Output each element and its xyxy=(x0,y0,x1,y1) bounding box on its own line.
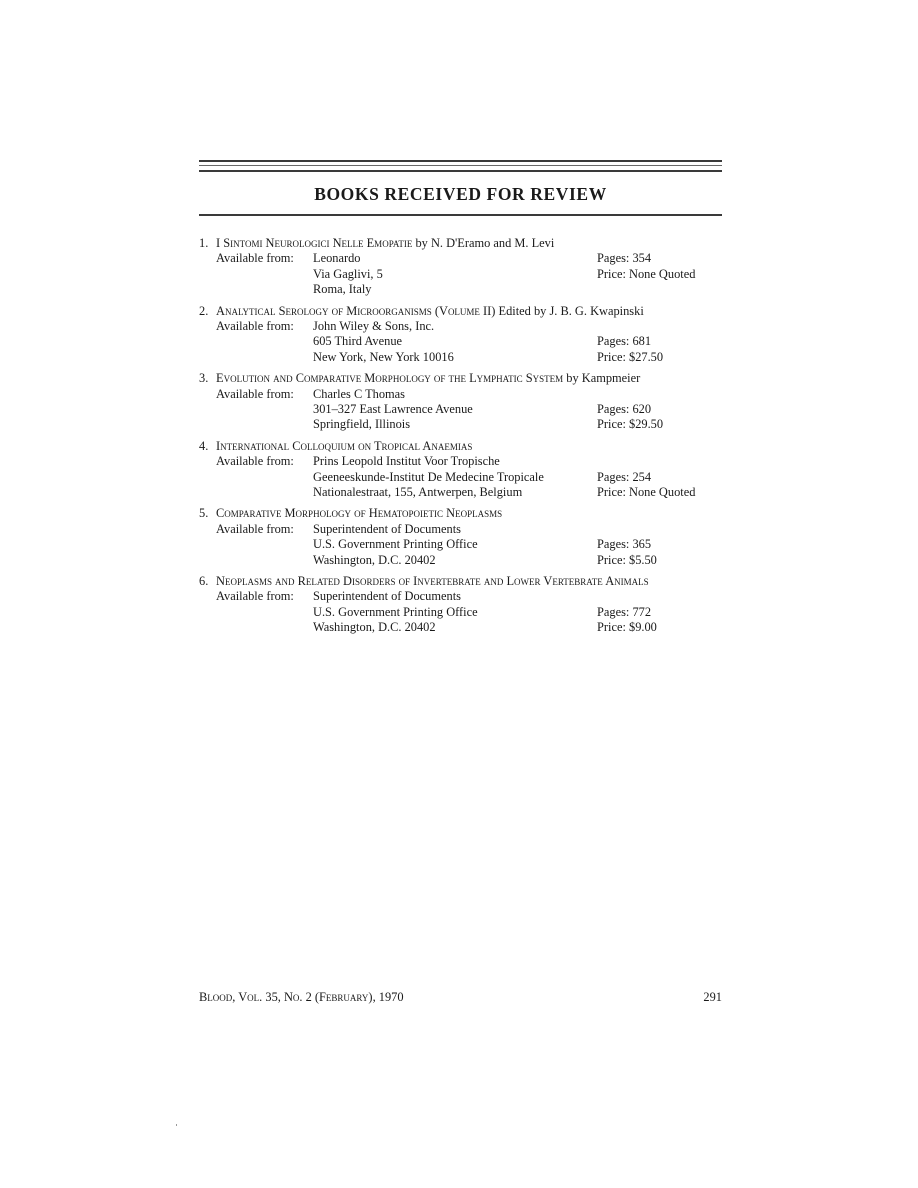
pages-value: Pages: 681 xyxy=(597,334,652,349)
address-line: Nationalestraat, 155, Antwerpen, Belgium xyxy=(313,484,523,499)
address-line: Prins Leopold Institut Voor Tropische xyxy=(313,454,500,469)
address-line: 301–327 East Lawrence Avenue xyxy=(313,401,473,416)
available-label: Available from: xyxy=(216,589,294,604)
address-line: U.S. Government Printing Office xyxy=(313,537,478,552)
book-title: Evolution and Comparative Morphology of the Lymphatic System xyxy=(216,371,564,386)
pages-value: Pages: 772 xyxy=(597,604,652,619)
book-author: by Kampmeier xyxy=(563,371,641,386)
top-rule-1 xyxy=(199,160,722,162)
address-line: Superintendent of Documents xyxy=(313,589,461,604)
pages-value: Pages: 354 xyxy=(597,251,652,266)
book-heading xyxy=(199,236,724,251)
available-label: Available from: xyxy=(216,454,294,469)
pages-value: Pages: 254 xyxy=(597,469,652,484)
pages-value: Pages: 365 xyxy=(597,537,652,552)
scan-speck xyxy=(176,1124,177,1126)
book-title: Analytical Serology of Microorganisms xyxy=(216,303,432,318)
page-title: BOOKS RECEIVED FOR REVIEW xyxy=(314,184,607,204)
book-number: 1. xyxy=(199,236,209,250)
journal-issue: (February) xyxy=(311,990,373,1004)
book-number: 3. xyxy=(199,371,209,386)
top-rule-3 xyxy=(199,170,722,172)
book-number: 5. xyxy=(199,506,209,521)
book-heading xyxy=(199,371,724,386)
price-value: Price: $5.50 xyxy=(597,552,657,567)
price-value: Price: $29.50 xyxy=(597,417,664,432)
price-value: Price: None Quoted xyxy=(597,266,696,281)
address-line: Geeneeskunde-Institut De Medecine Tropicale xyxy=(313,469,544,484)
book-heading xyxy=(199,304,724,319)
book-title: I Sintomi Neurologici Nelle Emopatie xyxy=(216,236,413,250)
journal-year: , 1970 xyxy=(372,990,404,1004)
book-title: Comparative Morphology of Hematopoietic Neoplasms xyxy=(216,506,503,521)
journal-volume: , Vol. 35, No. 2 xyxy=(232,990,312,1004)
address-line: Leonardo xyxy=(313,251,361,266)
address-line: Via Gaglivi, 5 xyxy=(313,266,383,281)
book-title: International Colloquium on Tropical Anaemias xyxy=(216,438,473,453)
book-entry-3 xyxy=(199,371,724,433)
price-value: Price: $27.50 xyxy=(597,349,664,364)
available-label: Available from: xyxy=(216,386,294,401)
price-value: Price: None Quoted xyxy=(597,484,696,499)
title-rule xyxy=(199,214,722,216)
address-line: Roma, Italy xyxy=(313,282,372,297)
available-label: Available from: xyxy=(216,251,294,266)
address-line: John Wiley & Sons, Inc. xyxy=(313,318,435,333)
book-entry-4 xyxy=(199,439,724,501)
address-line: Washington, D.C. 20402 xyxy=(313,620,436,635)
top-rule-2 xyxy=(199,165,722,166)
book-heading xyxy=(199,506,724,521)
journal-citation xyxy=(199,990,404,1005)
book-entry-1 xyxy=(199,236,724,298)
book-author: by N. D'Eramo and M. Levi xyxy=(412,236,555,250)
journal-name: Blood xyxy=(199,990,233,1004)
address-line: Springfield, Illinois xyxy=(313,417,411,432)
book-heading xyxy=(199,574,724,589)
book-entry-2 xyxy=(199,304,724,366)
book-heading xyxy=(199,439,724,454)
address-line: 605 Third Avenue xyxy=(313,334,403,349)
book-number: 4. xyxy=(199,438,209,453)
address-line: U.S. Government Printing Office xyxy=(313,604,478,619)
address-line: New York, New York 10016 xyxy=(313,349,454,364)
book-author: Edited by J. B. G. Kwapinski xyxy=(495,303,644,318)
address-line: Charles C Thomas xyxy=(313,386,406,401)
pages-value: Pages: 620 xyxy=(597,401,652,416)
book-number: 2. xyxy=(199,303,209,318)
available-label: Available from: xyxy=(216,318,294,333)
book-number: 6. xyxy=(199,573,209,588)
price-value: Price: $9.00 xyxy=(597,620,657,635)
book-volume: (Volume II) xyxy=(431,303,496,318)
book-title: Neoplasms and Related Disorders of Invertebrate and Lower Vertebrate Animals xyxy=(216,573,649,588)
address-line: Superintendent of Documents xyxy=(313,521,461,536)
available-label: Available from: xyxy=(216,521,294,536)
book-list xyxy=(199,236,724,641)
page-number: 291 xyxy=(703,990,722,1004)
book-entry-6 xyxy=(199,574,724,636)
address-line: Washington, D.C. 20402 xyxy=(313,552,436,567)
book-entry-5 xyxy=(199,506,724,568)
